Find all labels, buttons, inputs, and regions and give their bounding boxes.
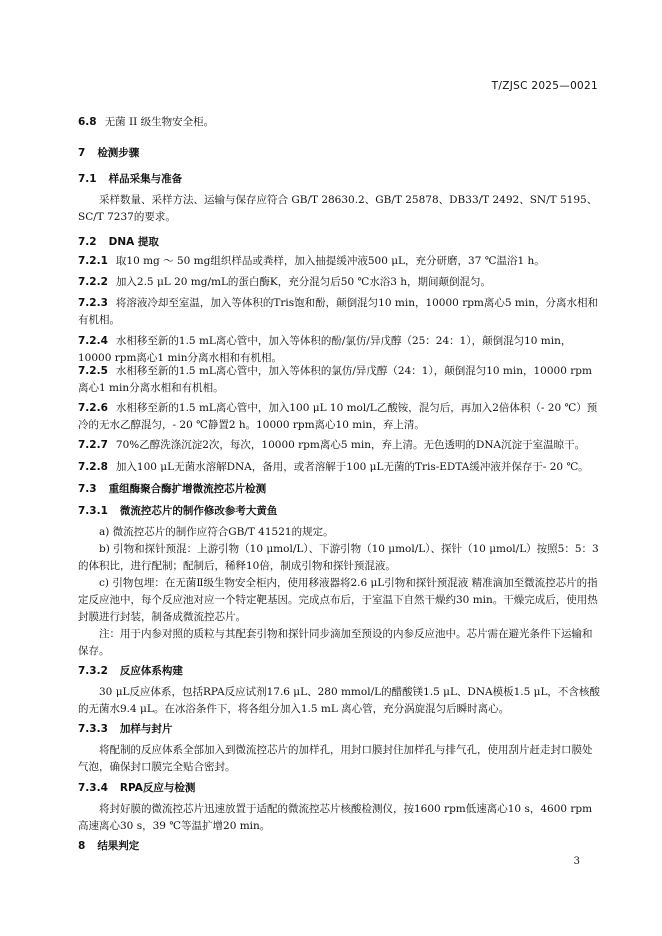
item-text: 70%乙醇洗涤沉淀2次，每次，10000 rpm离心5 min，弃上清。无色透明的DNA沉淀于室温晾干。 bbox=[115, 439, 586, 451]
note: 注：用于内参对照的质粒与其配套引物和探针同步滴加至预设的内参反应池中。芯片需在避光条件下运输和保存。 bbox=[78, 628, 593, 657]
item-number: 7.2.5 bbox=[78, 365, 108, 377]
standard-code: T/ZJSC 2025—0021 bbox=[491, 80, 598, 92]
item-7-2-7 bbox=[78, 437, 600, 454]
section-title: DNA 提取 bbox=[108, 236, 159, 248]
item-number: 7.2.6 bbox=[78, 402, 108, 414]
page-number: 3 bbox=[573, 856, 580, 867]
item-7-2-6 bbox=[78, 400, 600, 434]
section-title: 检测步骤 bbox=[97, 147, 140, 159]
section-7-3-1-heading bbox=[78, 503, 600, 520]
item-text: 将溶液冷却至室温，加入等体积的Tris饱和酚，颠倒混匀10 min，10000 rpm离心5 min，分离水相和有机相。 bbox=[78, 297, 598, 326]
section-number: 7.3 bbox=[78, 483, 97, 495]
section-7-3-3-heading bbox=[78, 721, 600, 738]
section-title: 反应体系构建 bbox=[119, 665, 183, 677]
section-7-3-4-text: 将封好膜的微流控芯片迅速放置于适配的微流控芯片核酸检测仪，按1600 rpm低速离心10 s，4600 rpm高速离心30 s，39 ℃等温扩增20 min。 bbox=[78, 803, 593, 832]
section-7-3-4-heading bbox=[78, 780, 600, 797]
item-text: 水相移至新的1.5 mL离心管中，加入100 μL 10 mol/L乙酸铵，混匀后，再加入2倍体积（- 20 ℃）预冷的无水乙醇混匀，- 20 ℃静置2 h。10000 rpm离心10 min，弃上清。 bbox=[78, 402, 598, 431]
section-7-3-2-text: 30 μL反应体系，包括RPA反应试剂17.6 μL、280 mmol/L的醋酸镁1.5 μL、DNA模板1.5 μL，不含核酸的无菌水9.4 μL。在冰浴条件下，将各组分加入1.5 mL 离心管，充分涡旋混匀后瞬时离心。 bbox=[78, 686, 600, 715]
section-number: 7.3.2 bbox=[78, 665, 108, 677]
item-number: 7.2.1 bbox=[78, 255, 108, 267]
item-number: 7.2.3 bbox=[78, 297, 108, 309]
item-number: 7.2.8 bbox=[78, 461, 108, 473]
list-item-a: a) 微流控芯片的制作应符合GB/T 41521的规定。 bbox=[99, 526, 334, 538]
section-number: 7.1 bbox=[78, 173, 97, 185]
item-7-2-1 bbox=[78, 253, 600, 270]
item-7-2-3 bbox=[78, 295, 600, 329]
list-item-c: c) 引物包埋：在无菌Ⅱ级生物安全柜内，使用移液器将2.6 μL引物和探针预混液 精准滴加至微流控芯片的指定反应池中，每个反应池对应一个特定靶基因。完成点布后，于室温下自然干燥约30 min。干燥完成后，使用热封膜进行封装，制备成微流控芯片。 bbox=[78, 577, 598, 623]
item-7-2-8 bbox=[78, 459, 600, 476]
item-number: 6.8 bbox=[78, 116, 97, 128]
section-number: 7.2 bbox=[78, 236, 97, 248]
section-title: RPA反应与检测 bbox=[119, 782, 196, 794]
section-title: 加样与封片 bbox=[119, 723, 173, 735]
section-7-1-heading bbox=[78, 171, 600, 188]
item-6-8 bbox=[78, 114, 600, 131]
section-title: 重组酶聚合酶扩增微流控芯片检测 bbox=[108, 483, 267, 495]
item-text: 加入2.5 μL 20 mg/mL的蛋白酶K，充分混匀后50 ℃水浴3 h，期间颠倒混匀。 bbox=[115, 276, 491, 288]
section-8-heading bbox=[78, 838, 600, 855]
item-number: 7.2.4 bbox=[78, 335, 108, 347]
item-text: 加入100 μL无菌水溶解DNA，备用，或者溶解于100 μL无菌的Tris-EDTA缓冲液并保存于- 20 ℃。 bbox=[115, 461, 589, 473]
section-number: 8 bbox=[78, 840, 86, 852]
section-7-3-2-heading bbox=[78, 663, 600, 680]
section-number: 7 bbox=[78, 147, 86, 159]
section-title: 结果判定 bbox=[97, 840, 140, 852]
section-7-heading bbox=[78, 145, 600, 162]
item-number: 7.2.7 bbox=[78, 439, 108, 451]
item-number: 7.2.2 bbox=[78, 276, 108, 288]
item-7-2-4 bbox=[78, 333, 600, 367]
section-7-2-heading bbox=[78, 234, 600, 251]
section-number: 7.3.1 bbox=[78, 505, 108, 517]
item-text: 无菌 II 级生物安全柜。 bbox=[104, 116, 215, 128]
item-text: 取10 mg ～ 50 mg组织样品或粪样，加入抽提缓冲液500 μL，充分研磨，37 ℃温浴1 h。 bbox=[115, 255, 545, 267]
item-7-2-2 bbox=[78, 274, 600, 291]
section-number: 7.3.4 bbox=[78, 782, 108, 794]
section-number: 7.3.3 bbox=[78, 723, 108, 735]
section-title: 微流控芯片的制作修改参考大黄鱼 bbox=[119, 505, 278, 517]
list-item-b: b) 引物和探针预混：上游引物（10 μmol/L）、下游引物（10 μmol/L）、探针（10 μmol/L）按照5：5：3的体积比，进行配制；配制后，稀释10倍，制成引物和探针预混液。 bbox=[78, 543, 599, 572]
section-7-3-heading bbox=[78, 481, 600, 498]
section-7-1-text: 采样数量、采样方法、运输与保存应符合 GB/T 28630.2、GB/T 25878、DB33/T 2492、SN/T 5195、SC/T 7237的要求。 bbox=[78, 194, 598, 223]
section-title: 样品采集与准备 bbox=[108, 173, 183, 185]
item-text: 水相移至新的1.5 mL离心管中，加入等体积的氯仿/异戊醇（24：1），颠倒混匀10 min，10000 rpm离心1 min分离水相和有机相。 bbox=[78, 365, 592, 394]
section-7-3-3-text: 将配制的反应体系全部加入到微流控芯片的加样孔，用封口膜封住加样孔与排气孔，使用刮片赶走封口膜处气泡，确保封口膜完全贴合密封。 bbox=[78, 744, 593, 773]
item-text: 水相移至新的1.5 mL离心管中，加入等体积的酚/氯仿/异戊醇（25：24：1），颠倒混匀10 min，10000 rpm离心1 min分离水相和有机相。 bbox=[78, 335, 572, 364]
item-7-2-5 bbox=[78, 363, 600, 397]
